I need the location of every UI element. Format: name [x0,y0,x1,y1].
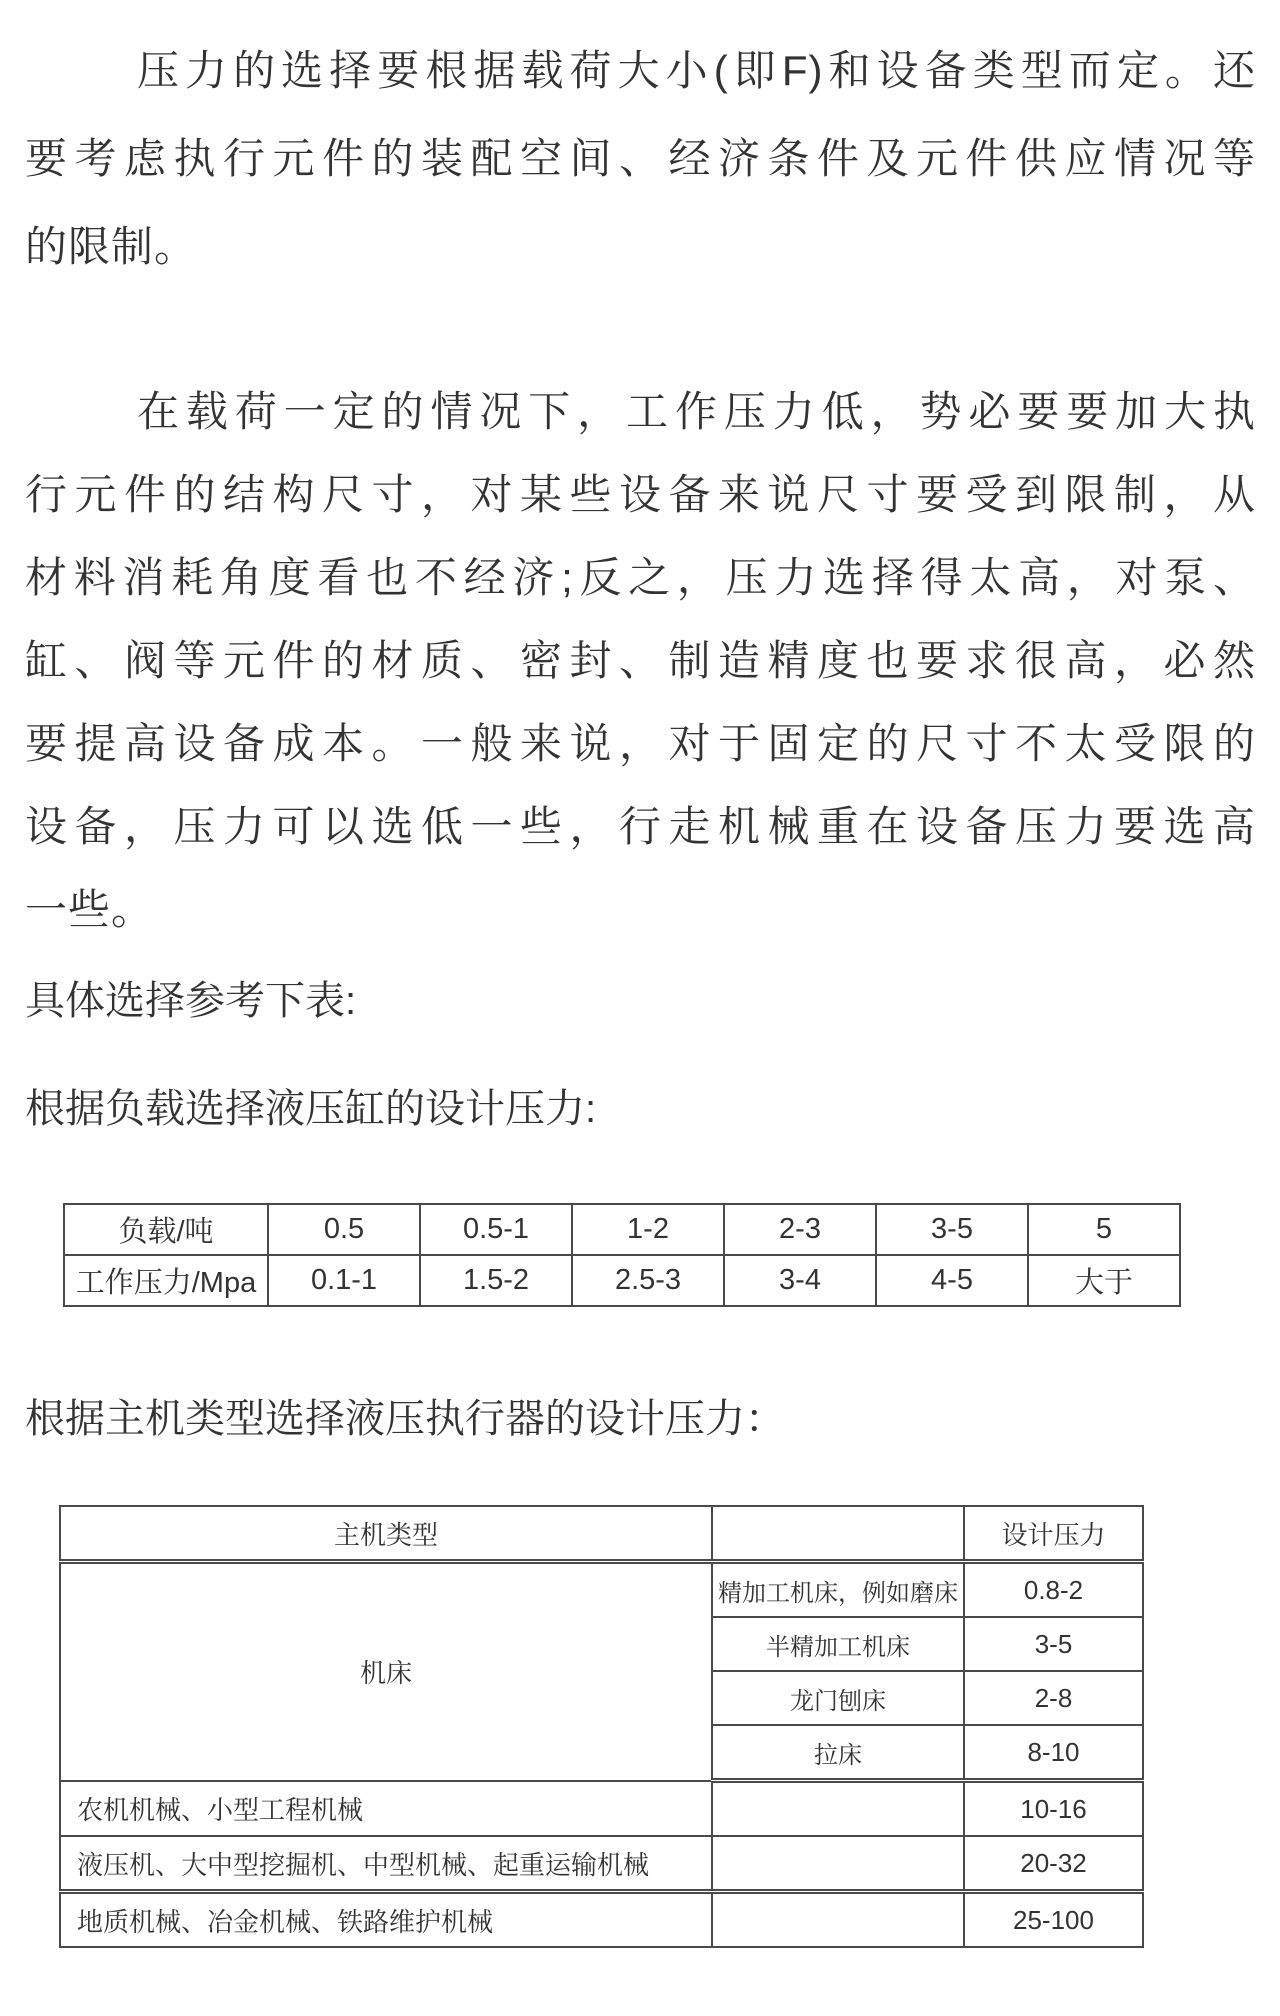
paragraph-line: 压力的选择要根据载荷大小(即F)和设备类型而定。还 [137,47,1256,94]
pressure-cell: 8-10 [964,1725,1143,1781]
equipment-label-cell: 地质机械、冶金机械、铁路维护机械 [60,1892,712,1948]
table-cell: 1-2 [572,1204,724,1255]
table-cell: 2.5-3 [572,1255,724,1306]
table-cell: 3-5 [876,1204,1028,1255]
paragraph-pressure-selection [25,27,1256,291]
paragraph-line: 材料消耗角度看也不经济;反之，压力选择得太高，对泵、 [25,554,1256,601]
table-row-equipment [60,1836,1143,1892]
load-pressure-table [63,1203,1181,1307]
machine-type-pressure-table [59,1505,1144,1948]
subtype-cell: 精加工机床，例如磨床 [712,1562,964,1618]
heading-machine-table-title: 根据主机类型选择液压执行器的设计压力： [25,1397,785,1441]
column-header-empty [712,1506,964,1562]
empty-cell [712,1781,964,1837]
table-row-load [64,1204,1180,1255]
heading-table-intro: 具体选择参考下表: [25,979,357,1023]
table-row-equipment [60,1892,1143,1948]
paragraph-line: 行元件的结构尺寸，对某些设备来说尺寸要受到限制，从 [25,471,1256,518]
table-row-working-pressure [64,1255,1180,1306]
paragraph-line: 一些。 [25,886,155,933]
table-row-machine-subtype [60,1562,1143,1618]
subtype-cell: 拉床 [712,1725,964,1781]
paragraph-line: 要提高设备成本。一般来说，对于固定的尺寸不太受限的 [25,720,1256,767]
pressure-cell: 3-5 [964,1617,1143,1671]
table-cell: 0.5-1 [420,1204,572,1255]
pressure-cell: 25-100 [964,1892,1143,1948]
equipment-label-cell: 农机机械、小型工程机械 [60,1781,712,1837]
heading-load-table-title: 根据负载选择液压缸的设计压力: [25,1087,597,1131]
machine-group-cell: 机床 [60,1562,712,1781]
empty-cell [712,1892,964,1948]
table-cell: 0.1-1 [268,1255,420,1306]
row-header-cell: 工作压力/Mpa [64,1255,268,1306]
table-cell: 0.5 [268,1204,420,1255]
subtype-cell: 半精加工机床 [712,1617,964,1671]
row-header-cell: 负载/吨 [64,1204,268,1255]
subtype-cell: 龙门刨床 [712,1671,964,1725]
column-header-design-pressure: 设计压力 [964,1506,1143,1562]
table-cell: 5 [1028,1204,1180,1255]
pressure-cell: 20-32 [964,1836,1143,1892]
paragraph-line: 缸、阀等元件的材质、密封、制造精度也要求很高，必然 [25,637,1256,684]
table-cell: 大于 [1028,1255,1180,1306]
pressure-cell: 2-8 [964,1671,1143,1725]
paragraph-line: 要考虑执行元件的装配空间、经济条件及元件供应情况等 [25,135,1256,182]
table-header-row [60,1506,1143,1562]
table-row-equipment [60,1781,1143,1837]
paragraph-line: 在载荷一定的情况下，工作压力低，势必要要加大执 [137,388,1256,435]
empty-cell [712,1836,964,1892]
table-cell: 2-3 [724,1204,876,1255]
table-cell: 3-4 [724,1255,876,1306]
paragraph-load-tradeoff [25,370,1256,951]
table-cell: 1.5-2 [420,1255,572,1306]
paragraph-line: 的限制。 [25,223,198,270]
table-cell: 4-5 [876,1255,1028,1306]
column-header-machine-type: 主机类型 [60,1506,712,1562]
pressure-cell: 10-16 [964,1781,1143,1837]
pressure-cell: 0.8-2 [964,1562,1143,1618]
equipment-label-cell: 液压机、大中型挖掘机、中型机械、起重运输机械 [60,1836,712,1892]
paragraph-line: 设备，压力可以选低一些，行走机械重在设备压力要选高 [25,803,1256,850]
